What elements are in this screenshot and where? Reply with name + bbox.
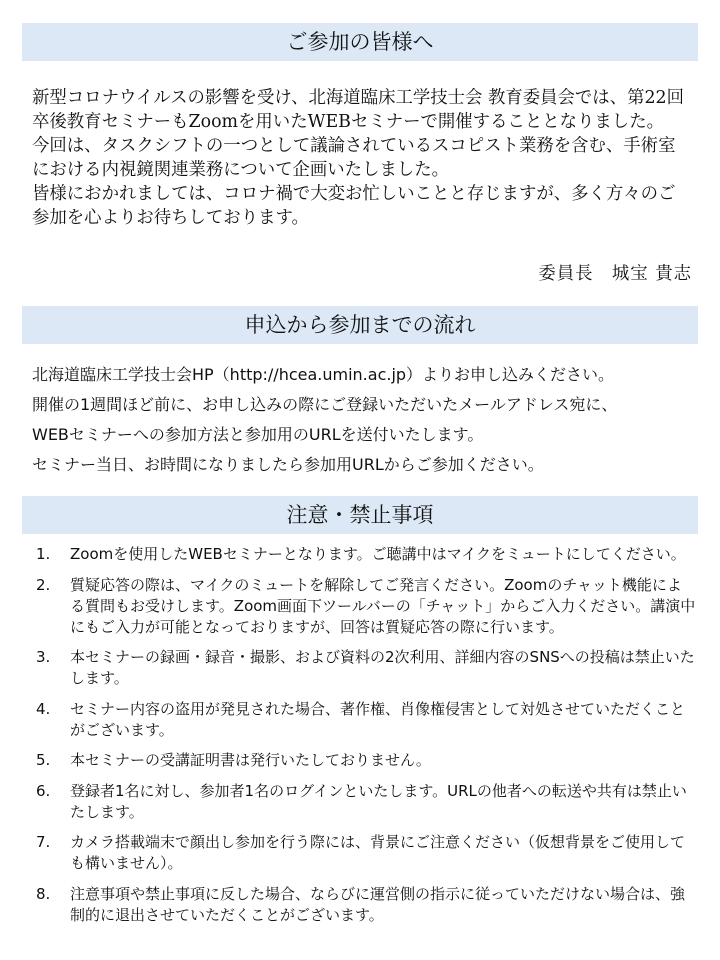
rule-number: 7. — [36, 833, 51, 851]
section-header-rules — [22, 496, 698, 534]
greeting-text — [32, 86, 692, 230]
greeting-paragraph: 今回は、タスクシフトの一つとして議論されているスコピスト業務を含む、手術室における内視鏡関連業務について企画いたしました。 — [32, 136, 676, 180]
rules-list — [36, 544, 696, 935]
rule-text: 注意事項や禁止事項に反した場合、ならびに運営側の指示に従っていただけない場合は、強制的に退出させていただくことがございます。 — [70, 884, 686, 924]
greeting-paragraph: 皆様におかれましては、コロナ禍で大変お忙しいことと存じますが、多く方々のご参加を心よりお待ちしております。 — [32, 184, 676, 228]
registration-flow — [32, 360, 702, 480]
rule-text: セミナー内容の盗用が発見された場合、著作権、肖像権侵害として対処させていただくことがございます。 — [70, 699, 686, 739]
rule-text: 登録者1名に対し、参加者1名のログインといたします。URLの他者への転送や共有は禁止いたします。 — [70, 781, 687, 821]
section-header-flow — [22, 306, 698, 344]
rule-number: 5. — [36, 751, 51, 769]
rule-number: 4. — [36, 699, 51, 718]
greeting-paragraph: 新型コロナウイルスの影響を受け、北海道臨床工学技士会 教育委員会では、第22回卒後教育セミナーもZoomを用いたWEBセミナーで開催することとなりました。 — [32, 88, 684, 132]
rule-number: 6. — [36, 781, 51, 800]
rule-number: 2. — [36, 575, 51, 594]
flow-line: セミナー当日、お時間になりましたら参加用URLからご参加ください。 — [32, 455, 544, 474]
rule-item — [36, 781, 696, 823]
section-title: 注意・禁止事項 — [286, 503, 434, 527]
rule-item — [36, 884, 696, 926]
flow-line: 開催の1週間ほど前に、お申し込みの際にご登録いただいたメールアドレス宛に、 — [32, 395, 618, 414]
rule-text: 本セミナーの受講証明書は発行いたしておりません。 — [70, 751, 431, 769]
signature: 委員長 城宝 貴志 — [538, 264, 692, 284]
section-header-greeting — [22, 23, 698, 61]
rule-item — [36, 575, 696, 638]
rule-number: 3. — [36, 648, 51, 666]
section-title: ご参加の皆様へ — [286, 30, 434, 54]
rule-text: 質疑応答の際は、マイクのミュートを解除してご発言ください。Zoomのチャット機能による質問もお受けします。Zoom画面下ツールバーの「チャット」からご入力ください。講演中にもご入力が可能となっておりますが、回答は質疑応答の際に行います。 — [70, 575, 696, 636]
section-title: 申込から参加までの流れ — [244, 313, 476, 337]
rule-number: 8. — [36, 884, 51, 903]
rule-item — [36, 699, 696, 741]
rule-item — [36, 544, 696, 565]
rule-text: Zoomを使用したWEBセミナーとなります。ご聴講中はマイクをミュートにしてください。 — [70, 545, 686, 563]
flow-line: 北海道臨床工学技士会HP（http://hcea.umin.ac.jp）よりお申し込みください。 — [32, 365, 615, 384]
flow-line: WEBセミナーへの参加方法と参加用のURLを送付いたします。 — [32, 425, 484, 444]
rule-item — [36, 750, 696, 771]
rule-item — [36, 647, 696, 689]
rule-text: 本セミナーの録画・録音・撮影、および資料の2次利用、詳細内容のSNSへの投稿は禁止いたします。 — [70, 648, 695, 687]
rule-item — [36, 832, 696, 874]
rule-text: カメラ搭載端末で顔出し参加を行う際には、背景にご注意ください（仮想背景をご使用しても構いません）。 — [70, 833, 686, 872]
rule-number: 1. — [36, 545, 51, 563]
